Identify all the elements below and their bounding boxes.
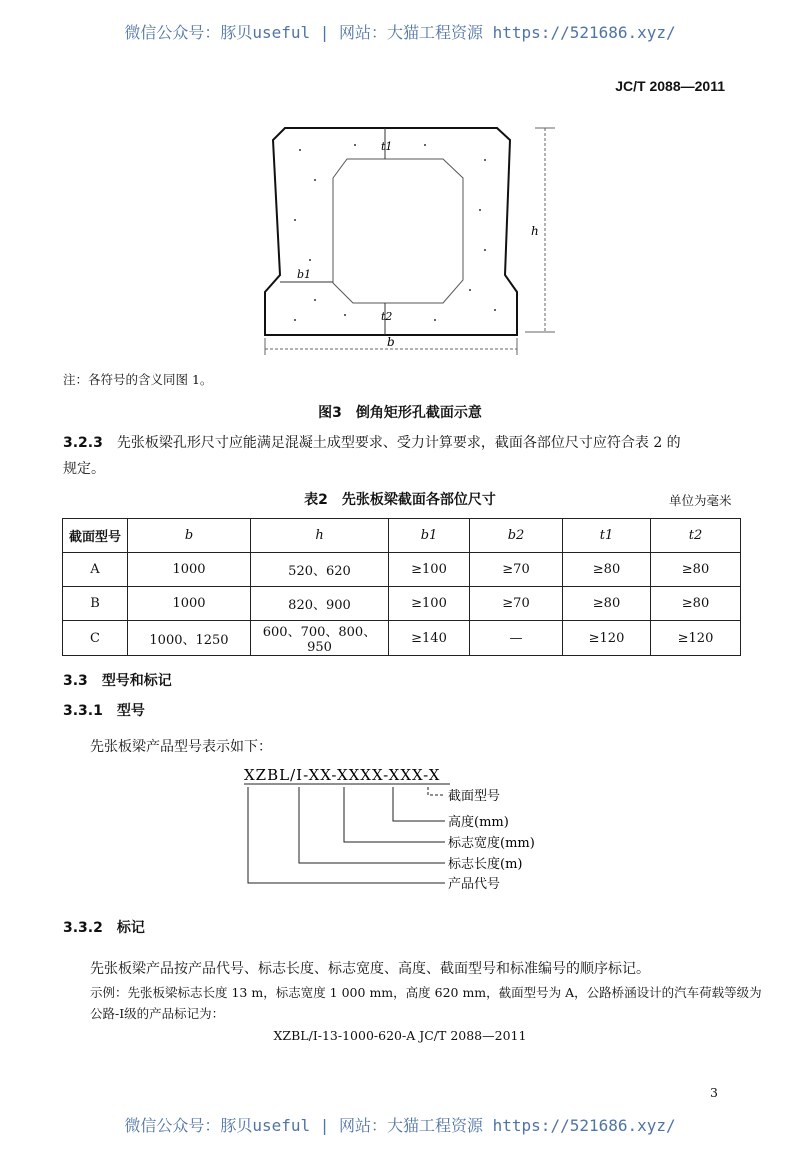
section-diagram	[255, 120, 555, 360]
table-header-row: 截面型号 b h b1 b2 t1 t2	[63, 519, 741, 553]
label-t1: t1	[381, 140, 393, 153]
page-number: 3	[710, 1085, 718, 1100]
sec-3-3-1: 3.3.1 型号	[63, 703, 145, 719]
table-row: A 1000 520、620 ≥100 ≥70 ≥80 ≥80	[63, 553, 741, 587]
sec-3-2-3: 3.2.3 先张板梁孔形尺寸应能满足混凝土成型要求、受力计算要求，截面各部位尺寸应符合表 2 的	[63, 435, 681, 451]
example-line-2: 公路-Ⅰ级的产品标记为：	[90, 1006, 225, 1021]
legend-height: 高度(mm)	[448, 815, 509, 830]
model-code-diagram	[230, 760, 550, 900]
model-intro: 先张板梁产品型号表示如下：	[90, 739, 272, 755]
label-h: h	[531, 224, 539, 238]
example-line-1: 示例：先张板梁标志长度 13 m，标志宽度 1 000 mm，高度 620 mm，截面型号为 A，公路桥涵设计的汽车荷载等级为	[90, 985, 762, 1000]
table-unit: 单位为毫米	[669, 493, 732, 508]
sec-3-2-3-cont: 规定。	[63, 461, 105, 477]
table-row: C 1000、1250 600、700、800、950 ≥140 — ≥120 ≥120	[63, 621, 741, 656]
legend-length: 标志长度(m)	[448, 857, 523, 872]
table-row: B 1000 820、900 ≥100 ≥70 ≥80 ≥80	[63, 587, 741, 621]
label-t2: t2	[381, 310, 393, 323]
model-code: XZBL/Ⅰ-XX-XXXX-XXX-X	[244, 766, 441, 784]
label-b1: b1	[297, 268, 312, 281]
legend-width: 标志宽度(mm)	[448, 836, 535, 851]
sec-3-3: 3.3 型号和标记	[63, 673, 172, 689]
dimension-table	[62, 518, 741, 656]
standard-code: JC/T 2088—2011	[615, 78, 725, 94]
legend-product-code: 产品代号	[448, 877, 501, 892]
figure-caption: 图3 倒角矩形孔截面示意	[318, 405, 482, 421]
table-title: 表2 先张板梁截面各部位尺寸	[304, 492, 496, 508]
figure-note: 注：各符号的含义同图 1。	[63, 372, 213, 387]
footer-watermark: 微信公众号：豚贝useful | 网站：大猫工程资源 https://521686.xyz/	[124, 1116, 676, 1135]
example-marking: XZBL/Ⅰ-13-1000-620-A JC/T 2088—2011	[273, 1028, 527, 1043]
label-b: b	[387, 335, 395, 349]
hole-outline	[333, 159, 463, 303]
header-watermark: 微信公众号：豚贝useful | 网站：大猫工程资源 https://521686.xyz/	[124, 23, 676, 42]
marking-text: 先张板梁产品按产品代号、标志长度、标志宽度、高度、截面型号和标准编号的顺序标记。	[90, 961, 650, 977]
sec-3-3-2: 3.3.2 标记	[63, 920, 145, 936]
legend-section-type: 截面型号	[448, 789, 501, 804]
